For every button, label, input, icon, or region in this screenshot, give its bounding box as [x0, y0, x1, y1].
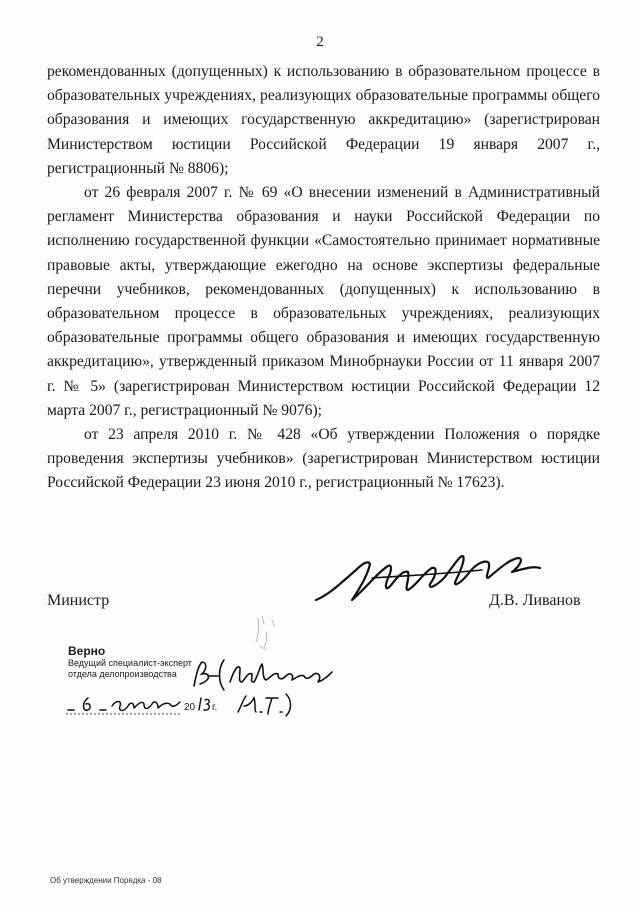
minister-name: Д.В. Ливанов — [489, 592, 581, 609]
paragraph-2: от 26 февраля 2007 г. № 69 «О внесении изменений в Административный регламент Министерства образования и науки Российской Федерации по исполнению государственной функции «Самостоятельно принимает нормативные правовые акты, утверждающие ежегодно на основе экспертизы федеральные перечни учебников, рекомендованных (допущенных) к использованию в образовательном процессе в образовательных учреждениях, реализующих образовательные программы общего образования и имеющих государственную аккредитацию», утвержденный приказом Минобрнауки России от 11 января 2007 г. № 5» (зарегистрирован Министерством юстиции Российской Федерации 12 марта 2007 г., регистрационный № 9076); — [47, 184, 600, 419]
stamp-year-prefix: 20 — [184, 702, 196, 713]
paragraph-3: от 23 апреля 2010 г. № 428 «Об утверждении Положения о порядке проведения экспертизы учебников» (зарегистрирован Министерством юстиции Российской Федерации 23 июня 2010 г., регистрационный № 17623). — [47, 426, 600, 492]
faint-stamp-mark — [252, 612, 288, 652]
stamp-handwritten-initials — [234, 692, 294, 718]
minister-title: Министр — [47, 592, 110, 609]
stamp-position-line-2: отдела делопроизводства — [68, 669, 177, 679]
stamp-year-suffix: г. — [212, 702, 218, 713]
stamp-handwritten-date — [66, 692, 182, 718]
stamp-position-line-1: Ведущий специалист-эксперт — [68, 658, 192, 668]
page-number: 2 — [316, 34, 324, 50]
document-body — [47, 60, 600, 496]
stamp-title: Верно — [68, 644, 106, 658]
certification-stamp — [68, 644, 192, 680]
stamp-handwritten-name — [190, 656, 340, 692]
stamp-date — [66, 692, 296, 718]
paragraph-1: рекомендованных (допущенных) к использованию в образовательном процессе в образовательных учреждениях, реализующих образовательные программы общего образования и имеющих государственную аккредитацию» (зарегистрирован Министерством юстиции Российской Федерации 19 января 2007 г., регистрационный № 8806); — [47, 63, 600, 177]
footer-filename: Об утверждении Порядка - 08 — [50, 876, 162, 885]
